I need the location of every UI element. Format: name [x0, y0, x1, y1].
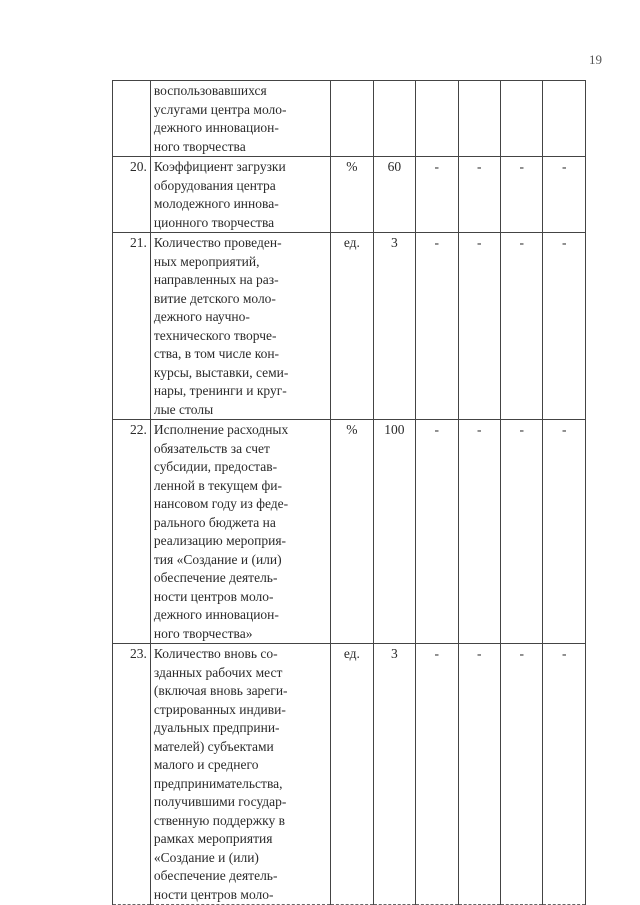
indicator-name-line: рамках мероприятия	[153, 831, 273, 846]
indicator-name-line: реализацию мероприя-	[153, 533, 287, 548]
year-value-cell	[500, 81, 542, 157]
indicator-name-line: лые столы	[153, 401, 214, 417]
year-value-cell: -	[543, 644, 586, 905]
indicator-name-line: (включая вновь зареги-	[153, 683, 288, 698]
indicator-name-line: предпринимательства,	[153, 775, 283, 791]
year-value-cell: -	[500, 420, 542, 644]
year-value-cell: -	[500, 644, 542, 905]
row-number-cell: 22.	[113, 420, 151, 644]
year-value-cell: -	[416, 233, 458, 420]
indicator-name-line: дежного инновацион-	[153, 120, 279, 135]
table-row	[113, 157, 586, 233]
indicator-name-line: нансовом году из феде-	[153, 496, 289, 511]
unit-cell: %	[331, 420, 373, 644]
indicator-name-line: дежного научно-	[153, 309, 250, 324]
indicator-name-line: дежного инновацион-	[153, 607, 279, 622]
year-value-cell: -	[543, 420, 586, 644]
year-value-cell: -	[416, 157, 458, 233]
indicator-name-line: нары, тренинги и круг-	[153, 383, 287, 398]
year-value-cell: -	[500, 233, 542, 420]
indicator-name-line: ства, в том числе кон-	[153, 346, 280, 361]
indicator-name-line: субсидии, предостав-	[153, 459, 278, 474]
year-value-cell: -	[500, 157, 542, 233]
indicator-name-cell	[150, 157, 330, 233]
indicator-name-line: обеспечение деятель-	[153, 868, 278, 883]
year-value-cell	[543, 81, 586, 157]
value-cell: 60	[373, 157, 415, 233]
indicator-name-line: рального бюджета на	[153, 514, 276, 530]
indicator-name-line: воспользовавшихся	[153, 83, 267, 98]
indicator-name-line: Количество проведен-	[153, 235, 282, 250]
indicator-name-line: дуальных предприни-	[153, 720, 280, 735]
year-value-cell: -	[416, 644, 458, 905]
indicator-name-line: ного творчества»	[153, 625, 253, 641]
table-row	[113, 81, 586, 157]
table-row	[113, 420, 586, 644]
indicator-name-line: оборудования центра	[153, 177, 276, 193]
page-number: 19	[589, 52, 602, 67]
indicator-name-line: витие детского моло-	[153, 290, 276, 306]
indicator-name-line: обеспечение деятель-	[153, 570, 278, 585]
row-number-cell: 21.	[113, 233, 151, 420]
year-value-cell: -	[543, 233, 586, 420]
indicator-name-line: Исполнение расходных	[153, 422, 289, 437]
unit-cell: ед.	[331, 233, 373, 420]
indicator-name-cell	[150, 644, 330, 905]
indicator-name-line: стрированных индиви-	[153, 701, 286, 717]
indicator-name-line: направленных на раз-	[153, 272, 279, 287]
indicator-name-line: малого и среднего	[153, 757, 259, 772]
indicator-name-line: Коэффициент загрузки	[153, 159, 286, 174]
year-value-cell	[458, 81, 500, 157]
table-row	[113, 233, 586, 420]
unit-cell: ед.	[331, 644, 373, 905]
indicators-table	[112, 80, 586, 905]
indicator-name-line: ленной в текущем фи-	[153, 477, 282, 493]
value-cell: 100	[373, 420, 415, 644]
indicator-name-line: ных мероприятий,	[153, 253, 260, 269]
value-cell	[373, 81, 415, 157]
year-value-cell: -	[458, 644, 500, 905]
indicator-name-line: получившими государ-	[153, 794, 287, 809]
indicator-name-line: молодежного иннова-	[153, 196, 279, 211]
indicator-name-cell	[150, 81, 330, 157]
indicator-name-line: ности центров моло-	[153, 886, 274, 902]
indicator-name-line: обязательств за счет	[153, 440, 270, 456]
unit-cell: %	[331, 157, 373, 233]
indicator-name-cell	[150, 420, 330, 644]
indicator-name-line: «Создание и (или)	[153, 849, 259, 865]
indicator-name-line: ционного творчества	[153, 214, 275, 230]
row-number-cell	[113, 81, 151, 157]
indicator-name-line: зданных рабочих мест	[153, 664, 283, 680]
row-number-cell: 23.	[113, 644, 151, 905]
year-value-cell: -	[543, 157, 586, 233]
indicator-name-line: тия «Создание и (или)	[153, 551, 282, 567]
unit-cell	[331, 81, 373, 157]
year-value-cell: -	[458, 233, 500, 420]
indicator-name-line: ственную поддержку в	[153, 812, 285, 828]
indicator-name-line: технического творче-	[153, 327, 277, 343]
indicator-name-line: ности центров моло-	[153, 588, 274, 604]
indicator-name-line: курсы, выставки, семи-	[153, 364, 289, 380]
year-value-cell	[416, 81, 458, 157]
year-value-cell: -	[416, 420, 458, 644]
value-cell: 3	[373, 644, 415, 905]
year-value-cell: -	[458, 157, 500, 233]
indicator-name-line: Количество вновь со-	[153, 646, 278, 661]
indicator-name-cell	[150, 233, 330, 420]
indicator-name-line: ного творчества	[153, 138, 246, 154]
indicator-name-line: мателей) субъектами	[153, 738, 274, 754]
year-value-cell: -	[458, 420, 500, 644]
row-number-cell: 20.	[113, 157, 151, 233]
value-cell: 3	[373, 233, 415, 420]
table-row	[113, 644, 586, 905]
indicator-name-line: услугами центра моло-	[153, 101, 287, 117]
